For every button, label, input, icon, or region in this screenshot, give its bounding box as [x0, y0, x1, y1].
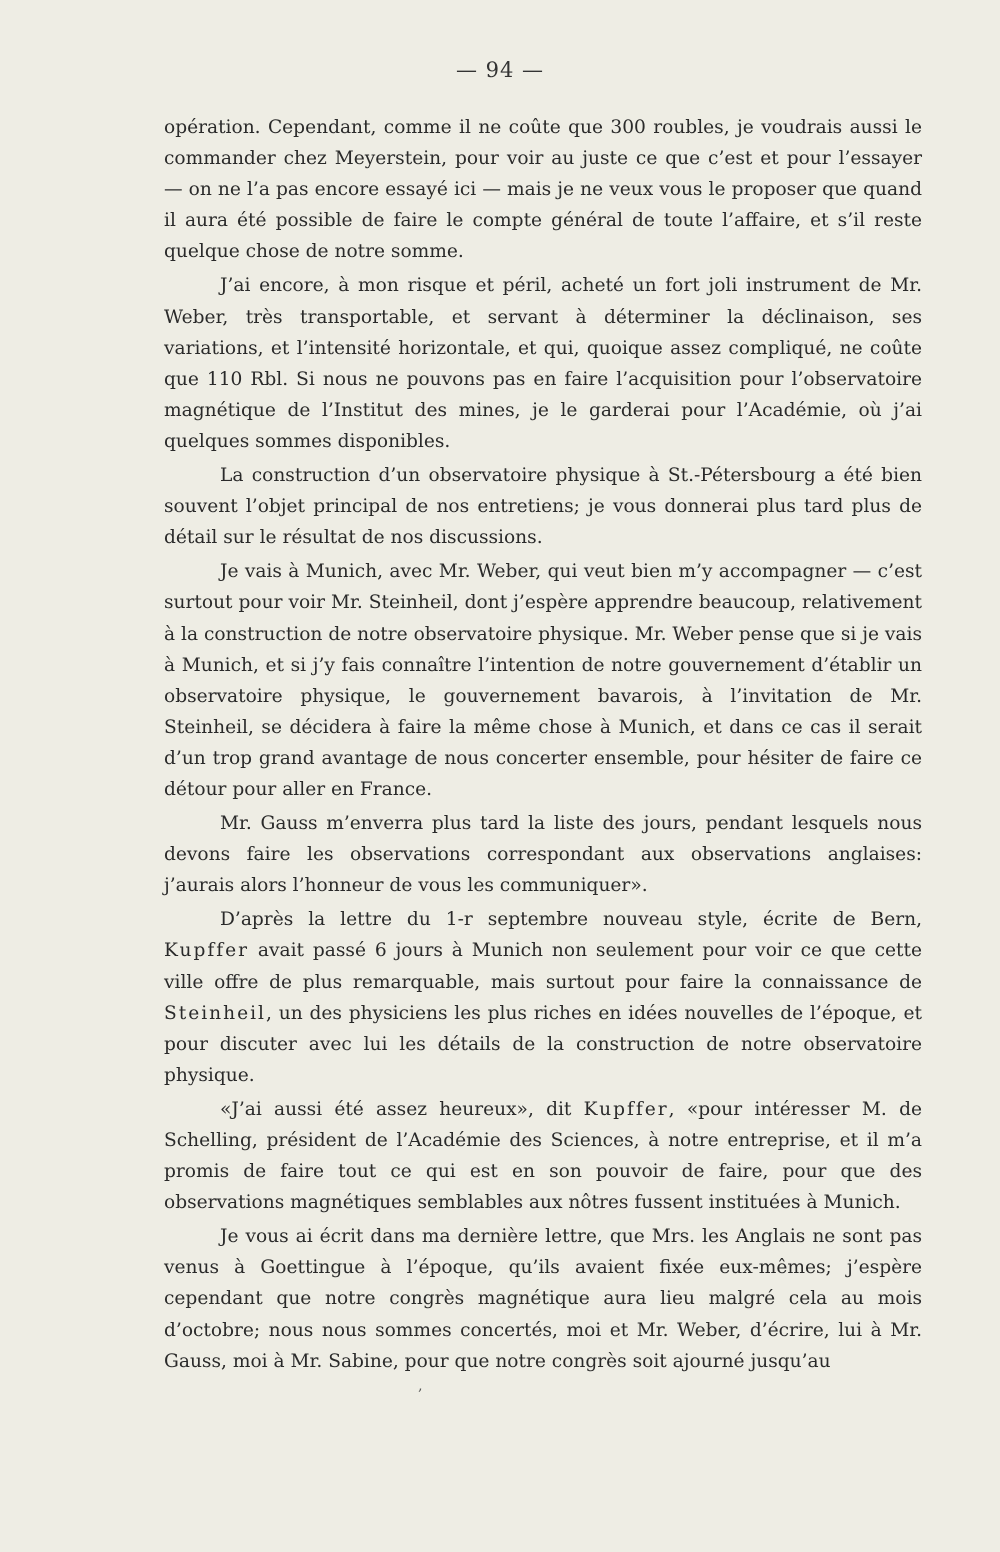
name-steinheil: Steinheil — [164, 1002, 267, 1024]
paragraph-5: Mr. Gauss m’enverra plus tard la liste des jours, pendant lesquels nous devons faire les observations correspondant aux observations anglaises: j’aurais alors l’honneur de vous les communiquer». — [164, 813, 922, 897]
paragraph-6-text-before: D’après la lettre du 1-r septembre nouveau style, écrite de Bern, — [220, 909, 922, 931]
paragraph-2: J’ai encore, à mon risque et péril, acheté un fort joli instrument de Mr. Weber, très transportable, et servant à déterminer la déclinaison, ses variations, et l’intensité horizontale, et qui, quoique assez compliqué, ne coûte que 110 Rbl. Si nous ne pouvons pas en faire l’acquisition pour l’observatoire magnétique de l’Institut des mines, je le garderai pour l’Académie, où j’ai quelques sommes disponibles. — [164, 275, 922, 452]
paragraph-3: La construction d’un observatoire physique à St.-Pétersbourg a été bien souvent l’objet principal de nos entretiens; je vous donnerai plus tard plus de détail sur le résultat de nos discussions. — [164, 465, 922, 549]
paragraph-6-text-after: , un des physiciens les plus riches en idées nouvelles de l’époque, et pour discuter avec lui les détails de la construction de notre observatoire physique. — [164, 1002, 922, 1086]
name-kupffer: Kupffer — [164, 940, 250, 962]
paragraph-7-text-after: , «pour intéresser M. de Schelling, président de l’Académie des Sciences, à notre entreprise, et il m’a promis de faire tout ce qui est en son pouvoir de faire, pour que des observations magnétiques semblables aux nôtres fussent instituées à Munich. — [164, 1098, 922, 1214]
stray-ink-mark: ‚ — [418, 1378, 423, 1394]
paragraph-1: opération. Cependant, comme il ne coûte que 300 roubles, je voudrais aussi le commander chez Meyerstein, pour voir au juste ce que c’est et pour l’essayer — on ne l’a pas encore essayé ici — mais je ne veux vous le proposer que quand il aura été possible de faire le compte général de toute l’affaire, et s’il reste quelque chose de notre somme. — [164, 117, 922, 263]
paragraph-6-text-middle: avait passé 6 jours à Munich non seulement pour voir ce que cette ville offre de plus remarquable, mais surtout pour faire la connaissance de — [164, 940, 922, 993]
page-number: — 94 — — [455, 58, 545, 82]
paragraph-8: Je vous ai écrit dans ma dernière lettre, que Mrs. les Anglais ne sont pas venus à Goettingue à l’époque, qu’ils avaient fixée eux-mêmes; j’espère cependant que notre congrès magnétique aura lieu malgré cela au mois d’octobre; nous nous sommes concertés, moi et Mr. Weber, d’écrire, lui à Mr. Gauss, moi à Mr. Sabine, pour que notre congrès soit ajourné jusqu’au — [164, 1226, 922, 1372]
paragraph-6 — [164, 904, 922, 1091]
name-kupffer-2: Kupffer — [583, 1098, 669, 1120]
paragraph-7-text-before: «J’ai aussi été assez heureux», dit — [220, 1098, 584, 1120]
paragraph-4: Je vais à Munich, avec Mr. Weber, qui veut bien m’y accompagner — c’est surtout pour voir Mr. Steinheil, dont j’espère apprendre beaucoup, relativement à la construction de notre observatoire physique. Mr. Weber pense que si je vais à Munich, et si j’y fais connaître l’intention de notre gouvernement d’établir un observatoire physique, le gouvernement bavarois, à l’invitation de Mr. Steinheil, se décidera à faire la même chose à Munich, et dans ce cas il serait d’un trop grand avantage de nous concerter ensemble, pour hésiter de faire ce détour pour aller en France. — [164, 561, 922, 800]
paragraph-7 — [164, 1094, 922, 1218]
body-text — [164, 112, 922, 1380]
